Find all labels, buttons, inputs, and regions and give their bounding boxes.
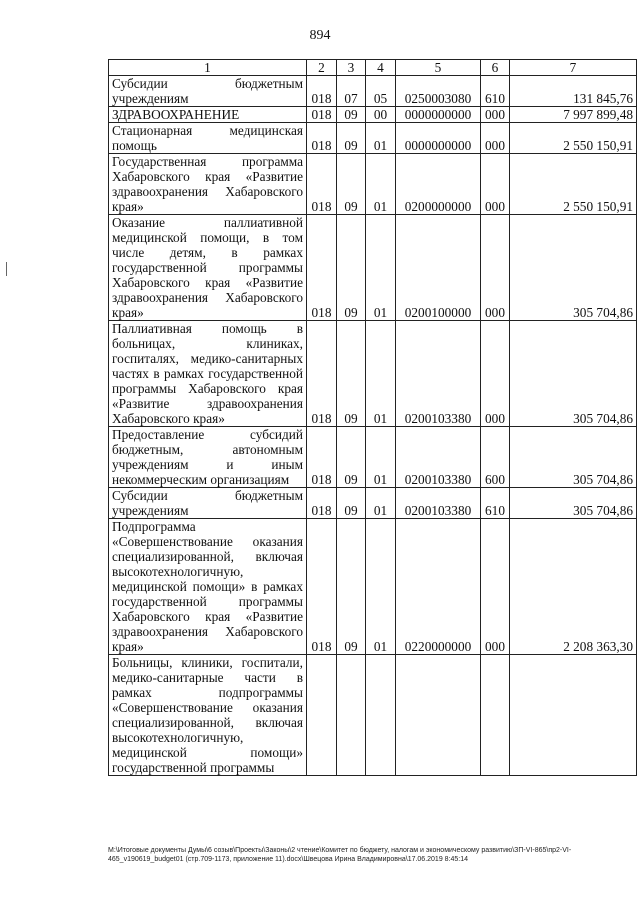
table-row [109,488,637,519]
table-row [109,123,637,154]
row-target-article: 0200103380 [396,427,481,488]
row-subsection: 01 [366,488,396,519]
row-section: 09 [337,107,366,123]
row-amount [510,655,637,776]
row-subsection: 00 [366,107,396,123]
row-code: 018 [307,427,337,488]
table-row [109,154,637,215]
row-amount: 131 845,76 [510,76,637,107]
row-code [307,655,337,776]
row-amount: 2 550 150,91 [510,154,637,215]
row-section: 09 [337,488,366,519]
row-subsection [366,655,396,776]
row-code: 018 [307,321,337,427]
row-expense-type: 000 [481,123,510,154]
row-target-article: 0220000000 [396,519,481,655]
row-target-article: 0250003080 [396,76,481,107]
row-code: 018 [307,215,337,321]
header-cell: 2 [307,60,337,76]
row-name: Больницы, клиники, госпитали, медико-санитарные части в рамках подпрограммы «Совершенствование оказания специализированной, включая высокотехнологичную, медицинской помощи» государственной программы [109,655,307,776]
row-name: Субсидии бюджетным учреждениям [109,76,307,107]
row-amount: 7 997 899,48 [510,107,637,123]
row-expense-type: 000 [481,107,510,123]
table-row [109,655,637,776]
row-target-article: 0000000000 [396,107,481,123]
row-section: 09 [337,519,366,655]
page-number: 894 [309,28,331,43]
header-cell: 6 [481,60,510,76]
row-code: 018 [307,519,337,655]
document-path-footer: M:\Итоговые документы Думы\6 созыв\Проекты\Законы\2 чтение\Комитет по бюджету, налогам и экономическому развитию\ЗП-VI-865\пр2-VI-465_v190619_budget01 (стр.709-1173, приложение 11).docx\Швецова Ирина Владимировна\17.06.2019 8:45:14 [108,847,572,863]
row-name: Предоставление субсидий бюджетным, автономным учреждениям и иным некоммерческим организациям [109,427,307,488]
row-section: 09 [337,123,366,154]
row-expense-type [481,655,510,776]
row-section: 09 [337,321,366,427]
header-cell: 3 [337,60,366,76]
row-section [337,655,366,776]
row-subsection: 05 [366,76,396,107]
row-name: Подпрограмма «Совершенствование оказания специализированной, включая высокотехнологичную, медицинской помощи» в рамках государственной программы Хабаровского края «Развитие здравоохранения Хабаровского края» [109,519,307,655]
table-row [109,76,637,107]
row-code: 018 [307,123,337,154]
row-name: Стационарная медицинская помощь [109,123,307,154]
table-header-row [109,60,637,76]
row-amount: 2 208 363,30 [510,519,637,655]
header-cell: 5 [396,60,481,76]
row-subsection: 01 [366,321,396,427]
header-cell: 4 [366,60,396,76]
table-row [109,519,637,655]
row-expense-type: 610 [481,76,510,107]
row-amount: 305 704,86 [510,321,637,427]
row-subsection: 01 [366,427,396,488]
row-subsection: 01 [366,154,396,215]
row-amount: 305 704,86 [510,488,637,519]
header-cell: 7 [510,60,637,76]
row-name: Оказание паллиативной медицинской помощи, в том числе детям, в рамках государственной программы Хабаровского края «Развитие здравоохранения Хабаровского края» [109,215,307,321]
row-section: 09 [337,215,366,321]
scan-mark [6,262,7,276]
row-amount: 305 704,86 [510,427,637,488]
row-subsection: 01 [366,123,396,154]
row-target-article: 0200000000 [396,154,481,215]
row-target-article: 0000000000 [396,123,481,154]
row-amount: 2 550 150,91 [510,123,637,154]
row-amount: 305 704,86 [510,215,637,321]
row-code: 018 [307,488,337,519]
row-target-article: 0200103380 [396,488,481,519]
budget-table [108,59,637,776]
row-expense-type: 610 [481,488,510,519]
row-section: 07 [337,76,366,107]
row-expense-type: 000 [481,215,510,321]
row-code: 018 [307,107,337,123]
row-target-article [396,655,481,776]
row-expense-type: 600 [481,427,510,488]
header-cell: 1 [109,60,307,76]
row-target-article: 0200100000 [396,215,481,321]
row-name: ЗДРАВООХРАНЕНИЕ [109,107,307,123]
table-row [109,321,637,427]
row-name: Паллиативная помощь в больницах, клиниках, госпиталях, медико-санитарных частях в рамках государственной программы Хабаровского края «Развитие здравоохранения Хабаровского края» [109,321,307,427]
table-row [109,215,637,321]
table-row [109,427,637,488]
row-target-article: 0200103380 [396,321,481,427]
row-section: 09 [337,427,366,488]
row-code: 018 [307,76,337,107]
row-code: 018 [307,154,337,215]
row-expense-type: 000 [481,321,510,427]
row-name: Государственная программа Хабаровского края «Развитие здравоохранения Хабаровского края» [109,154,307,215]
row-section: 09 [337,154,366,215]
row-expense-type: 000 [481,154,510,215]
row-subsection: 01 [366,519,396,655]
table-row [109,107,637,123]
row-subsection: 01 [366,215,396,321]
row-name: Субсидии бюджетным учреждениям [109,488,307,519]
row-expense-type: 000 [481,519,510,655]
